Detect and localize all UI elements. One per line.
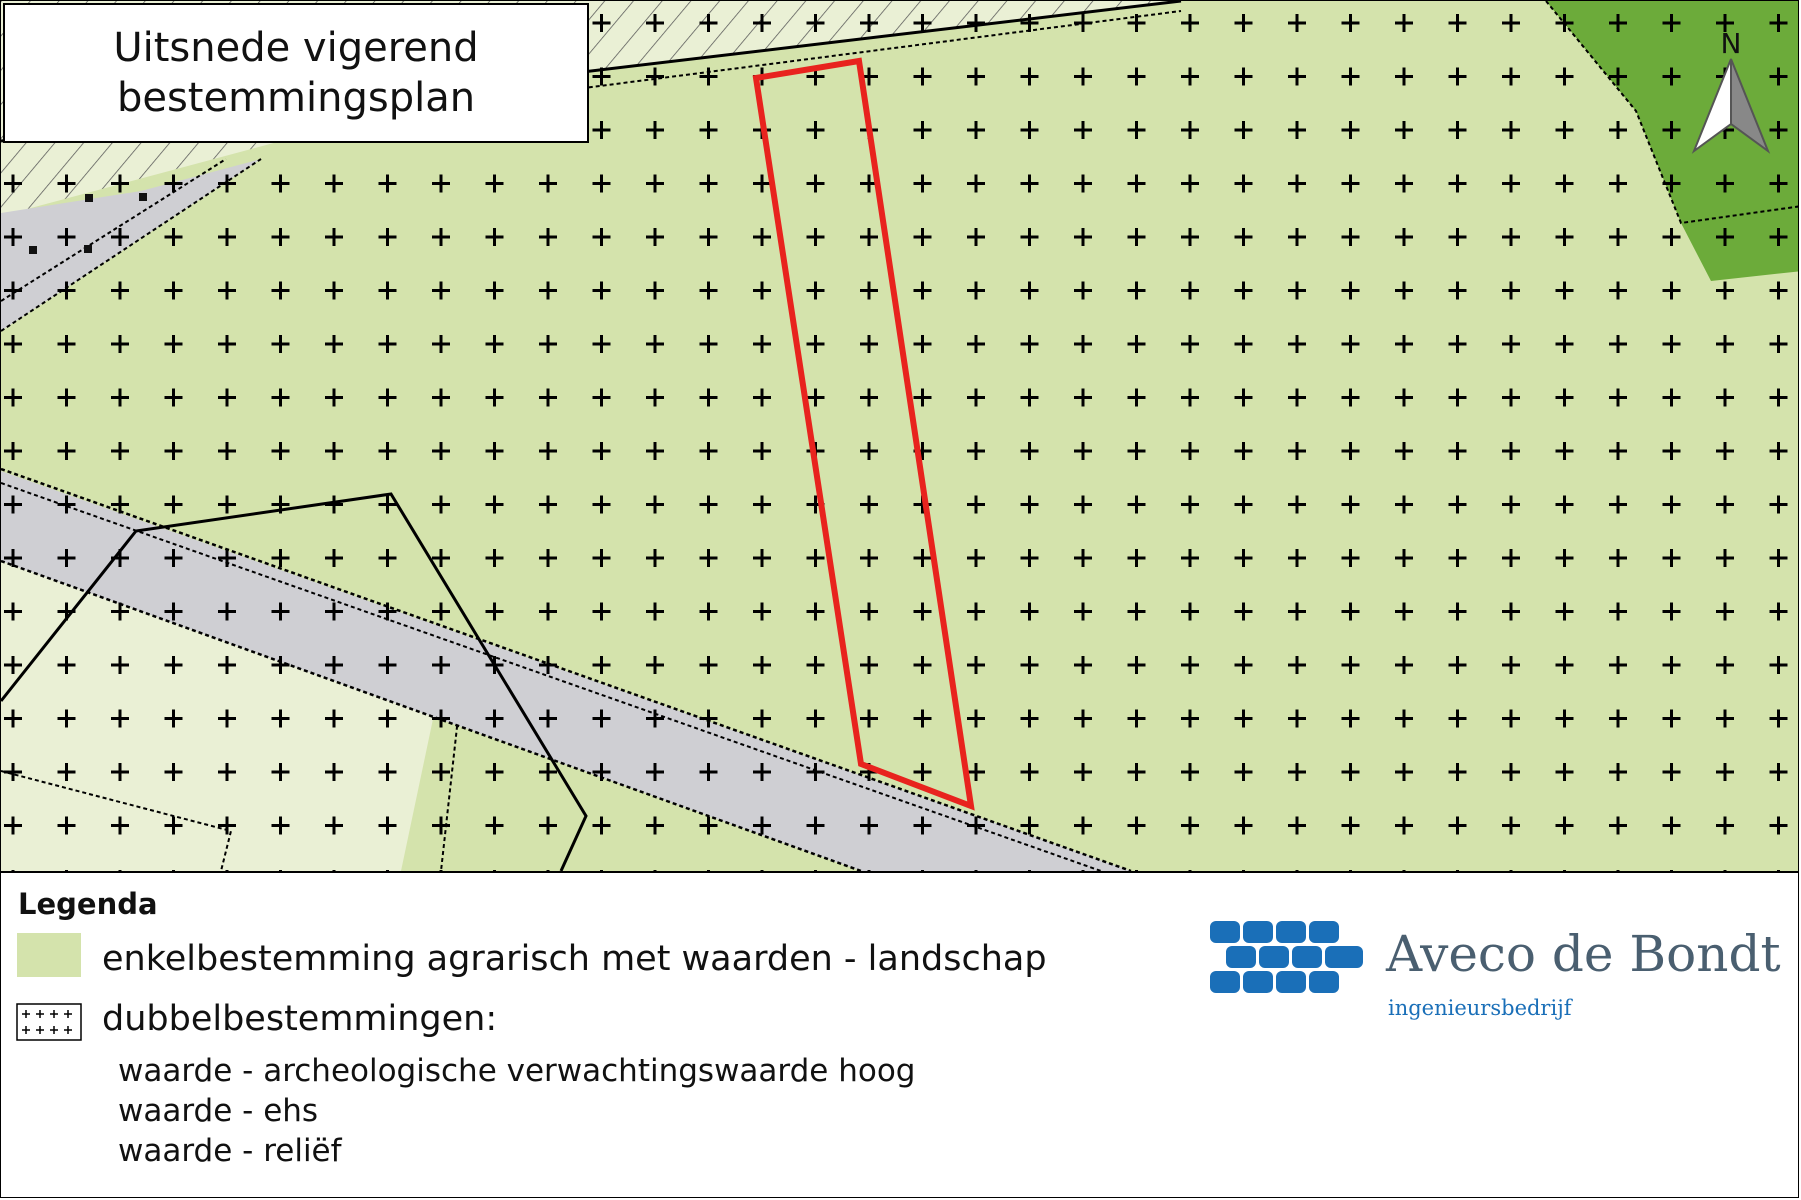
legend-sub-item: waarde - ehs <box>118 1093 319 1129</box>
legend-sub-item: waarde - archeologische verwachtingswaarde hoog <box>118 1053 916 1089</box>
legend-sub-item: waarde - reliëf <box>118 1133 342 1169</box>
legend-swatch-agricultural <box>17 933 81 977</box>
company-logo <box>1206 903 1786 1023</box>
logo-subtitle: ingenieursbedrijf <box>1388 996 1572 1020</box>
legend-panel <box>1 871 1799 1198</box>
logo-name: Aveco de Bondt <box>1386 925 1781 983</box>
legend-item-agricultural: enkelbestemming agrarisch met waarden - landschap <box>102 939 1047 979</box>
legend-item-double-designations: dubbelbestemmingen: <box>102 999 498 1039</box>
map-title-line1: Uitsnede vigerend <box>113 25 479 71</box>
legend-swatch-crosses <box>16 1003 82 1041</box>
brick-pattern-icon <box>1210 921 1370 1001</box>
legend-title: Legenda <box>18 887 158 921</box>
north-label: N <box>1720 27 1742 60</box>
map-title-box <box>3 3 589 143</box>
map-title-line2: bestemmingsplan <box>116 75 476 121</box>
